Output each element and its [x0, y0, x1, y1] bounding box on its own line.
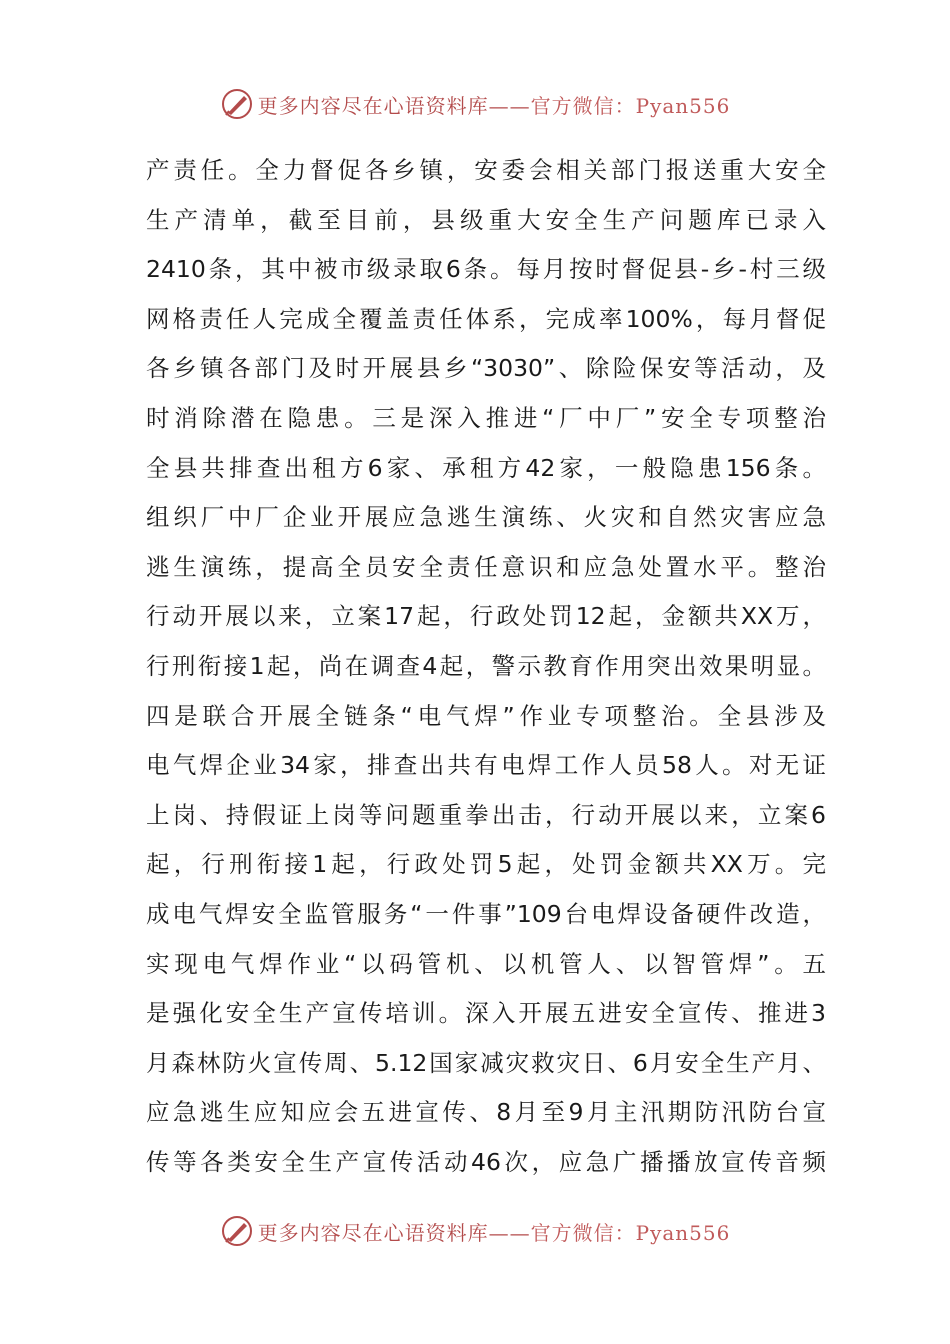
quill-pen-logo-icon	[220, 1214, 254, 1248]
document-body	[146, 146, 826, 1187]
paragraph-line: 各乡镇各部门及时开展县乡“3030”、除险保安等活动，及	[146, 354, 826, 383]
watermark-text: 更多内容尽在心语资料库——官方微信：Pyan556	[257, 1220, 731, 1245]
paragraph-line: 应急逃生应知应会五进宣传、8月至9月主汛期防汛防台宣	[146, 1098, 826, 1127]
paragraph-line: 逃生演练，提高全员安全责任意识和应急处置水平。整治	[146, 552, 826, 581]
footer-watermark-banner	[0, 1211, 950, 1251]
paragraph-line: 2410条，其中被市级录取6条。每月按时督促县-乡-村三级	[146, 255, 826, 284]
paragraph-line: 时消除潜在隐患。三是深入推进“厂中厂”安全专项整治	[146, 403, 826, 432]
paragraph-line: 成电气焊安全监管服务“一件事”109台电焊设备硬件改造，	[146, 899, 826, 928]
paragraph-line: 行刑衔接1起，尚在调查4起，警示教育作用突出效果明显。	[146, 651, 826, 680]
paragraph-line: 全县共排查出租方6家、承租方42家，一般隐患156条。	[146, 453, 826, 482]
paragraph-line: 组织厂中厂企业开展应急逃生演练、火灾和自然灾害应急	[146, 503, 826, 532]
paragraph-line: 行动开展以来，立案17起，行政处罚12起，金额共XX万，	[146, 602, 826, 631]
paragraph-line: 生产清单，截至目前，县级重大安全生产问题库已录入	[146, 205, 826, 234]
paragraph-line: 四是联合开展全链条“电气焊”作业专项整治。全县涉及	[146, 701, 826, 730]
quill-pen-logo-icon	[220, 87, 254, 121]
paragraph-line: 电气焊企业34家，排查出共有电焊工作人员58人。对无证	[146, 751, 826, 780]
paragraph-line: 起，行刑衔接1起，行政处罚5起，处罚金额共XX万。完	[146, 850, 826, 879]
paragraph-line: 月森林防火宣传周、5.12国家减灾救灾日、6月安全生产月、	[146, 1048, 826, 1077]
paragraph-line: 是强化安全生产宣传培训。深入开展五进安全宣传、推进3	[146, 999, 826, 1028]
paragraph-line: 网格责任人完成全覆盖责任体系，完成率100%，每月督促	[146, 304, 826, 333]
paragraph-line: 传等各类安全生产宣传活动46次，应急广播播放宣传音频	[146, 1147, 826, 1176]
paragraph-line: 产责任。全力督促各乡镇，安委会相关部门报送重大安全	[146, 156, 826, 184]
paragraph-line: 上岗、持假证上岗等问题重拳出击，行动开展以来，立案6	[146, 800, 826, 829]
paragraph-line: 实现电气焊作业“以码管机、以机管人、以智管焊”。五	[146, 949, 826, 978]
header-watermark-banner	[0, 84, 950, 124]
watermark-text: 更多内容尽在心语资料库——官方微信：Pyan556	[257, 93, 731, 118]
